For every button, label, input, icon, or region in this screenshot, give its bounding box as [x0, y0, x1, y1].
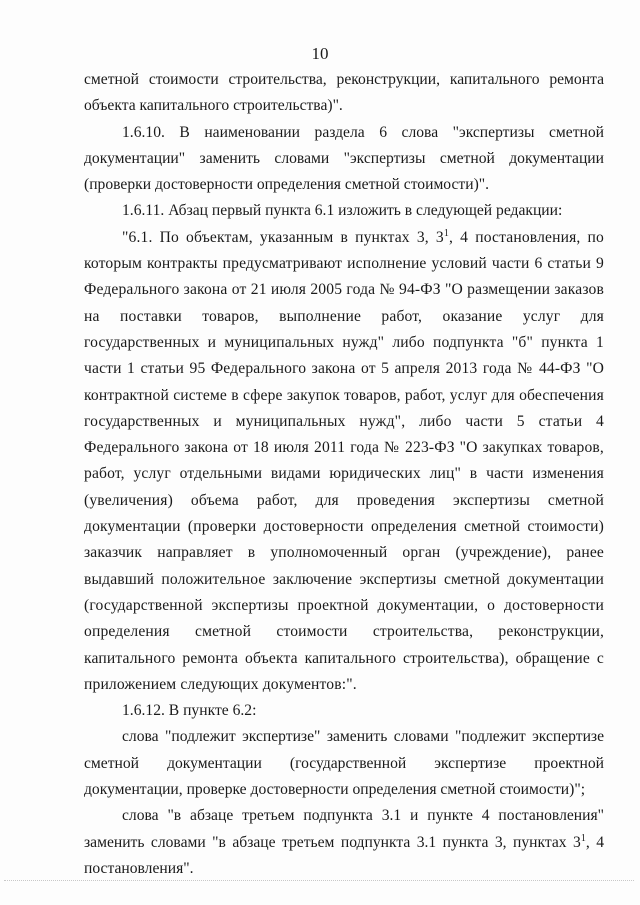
superscript-1: 1 — [580, 832, 586, 844]
paragraph-words-abzats — [84, 803, 604, 882]
paragraph-1-6-11: 1.6.11. Абзац первый пункта 6.1 изложить в следующей редакции: — [122, 202, 563, 220]
superscript-1: 1 — [443, 227, 450, 239]
paragraph-6-1-quoted — [84, 225, 604, 698]
paragraph-words-expertise: слова "подлежит экспертизе" заменить словами "подлежит экспертизе сметной документации (государственной экспертизе проектной документации, проверке достоверности определения сметной стоимости)"; — [84, 728, 604, 799]
paragraph-6-1-text-start: "6.1. По объектам, указанным в пунктах 3, 3 — [122, 228, 444, 246]
paragraph-6-1-text-end: , 4 постановления, по которым контракты предусматривают исполнение условий части 6 статьи 9 Федерального закона от 21 июля 2005 года № 94-ФЗ "О размещении заказов на поставки товаров, выполнение работ, оказание услуг для государственных и муниципальных нужд" либо подпункта "б" пункта 1 части 1 статьи 95 Федерального закона от 5 апреля 2013 года № 44-ФЗ "О контрактной системе в сфере закупок товаров, работ, услуг для обеспечения государственных и муниципальных нужд", либо части 5 статьи 4 Федерального закона от 18 июля 2011 года № 223-ФЗ "О закупках товаров, работ, услуг отдельными видами юридических лиц" в части изменения (увеличения) объема работ, для проведения экспертизы сметной документации (проверки достоверности определения сметной стоимости) заказчик направляет в уполномоченный орган (учреждение), ранее выдавший положительное заключение экспертизы сметной документации (государственной экспертизы проектной документации, о достоверности определения сметной стоимости строительства, реконструкции, капитального ремонта объекта капитального строительства), обращение с приложением следующих документов:". — [84, 228, 604, 693]
page-number: 10 — [311, 44, 329, 63]
paragraph-abzats-text-start: слова "в абзаце третьем подпункта 3.1 и пункте 4 постановления" заменить словами "в абзаце третьем подпункта 3.1 пункта 3, пунктах 3 — [84, 807, 604, 851]
paragraph-abzats-text-end: , 4 постановления". — [84, 833, 604, 877]
paragraph-continuation: сметной стоимости строительства, реконструкции, капитального ремонта объекта капитального строительства)". — [84, 71, 604, 115]
paragraph-1-6-12: 1.6.12. В пункте 6.2: — [122, 702, 257, 720]
paragraph-1-6-10: 1.6.10. В наименовании раздела 6 слова "экспертизы сметной документации" заменить словами "экспертизы сметной документации (проверки достоверности определения сметной стоимости)". — [84, 123, 604, 194]
scan-edge-line — [4, 880, 634, 882]
document-body — [84, 67, 604, 882]
